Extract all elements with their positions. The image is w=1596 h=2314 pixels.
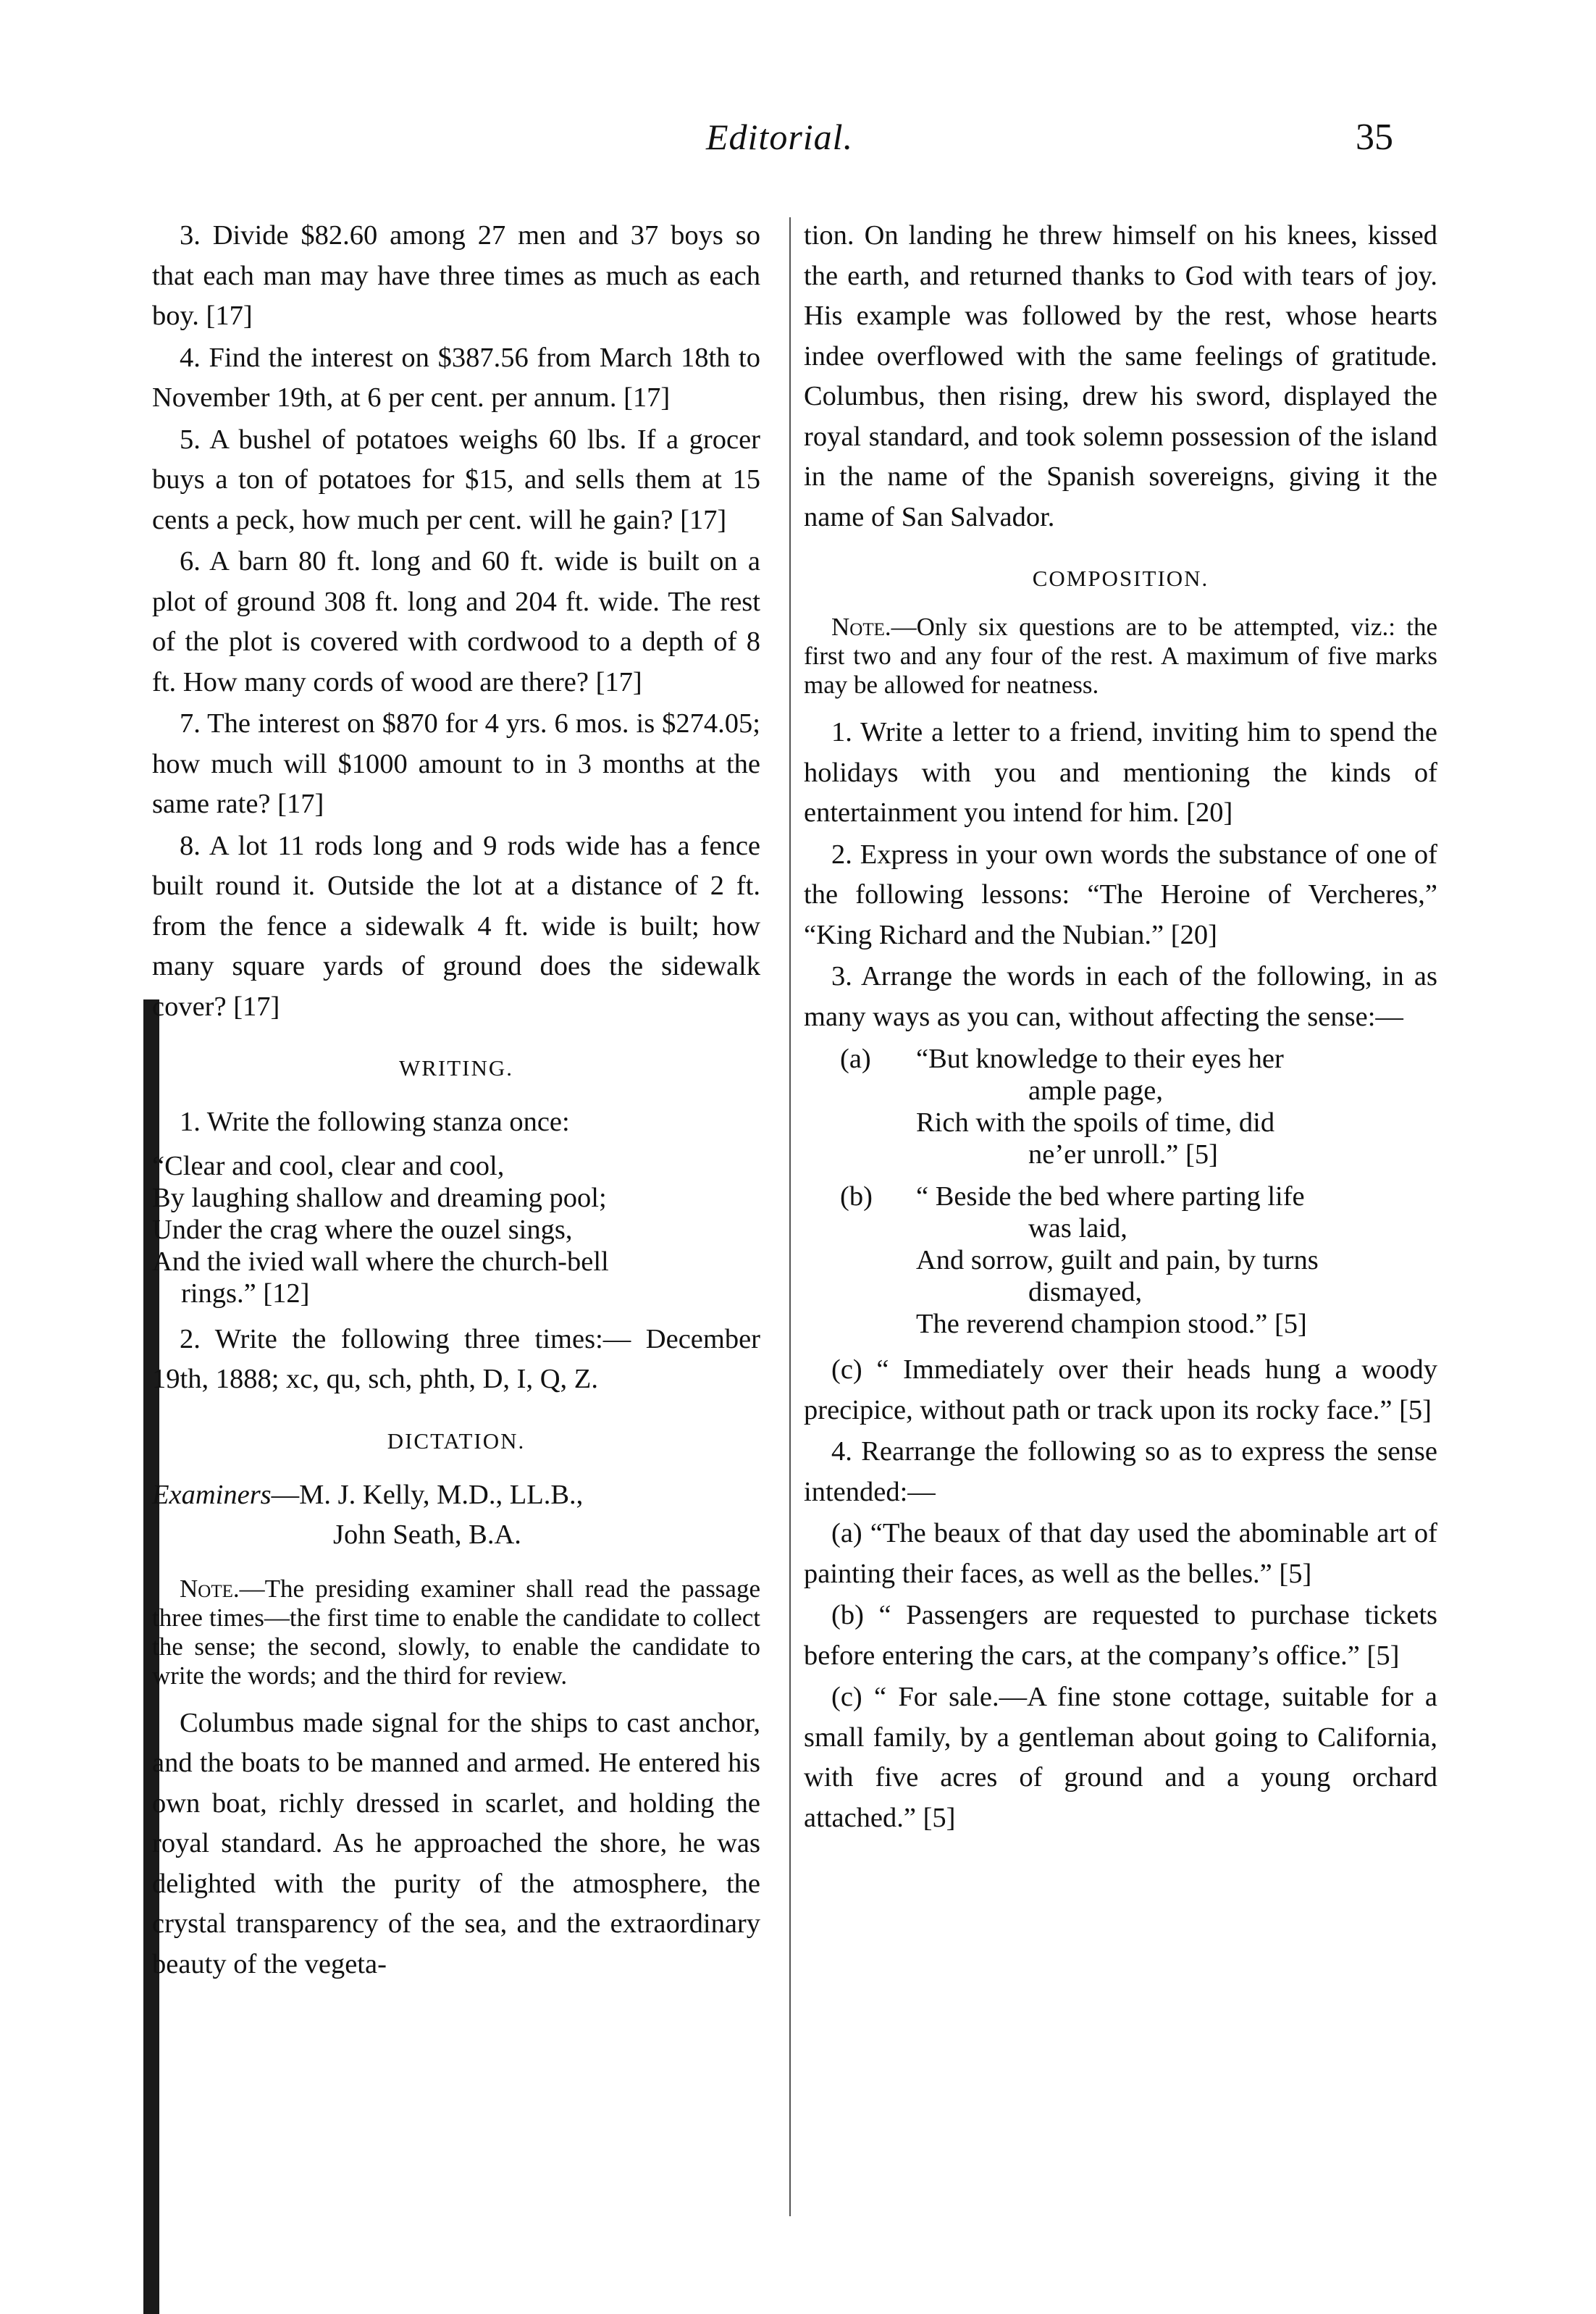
quote-marker: (a) [840, 1044, 871, 1074]
quote-line: “ Beside the bed where parting life [916, 1181, 1305, 1212]
quote-line: was laid, [1028, 1213, 1127, 1244]
stanza-line: And the ivied wall where the church-bell [152, 1246, 609, 1277]
note-text: —Only six questions are to be attempted, viz.: the first two and any four of the rest. A maximum of five marks may be allowed for neatness. [804, 613, 1437, 699]
dictation-heading: DICTATION. [387, 1428, 526, 1454]
page-number: 35 [1356, 117, 1393, 158]
examiners-label: Examiners [152, 1479, 272, 1510]
note-label: Note. [831, 613, 891, 641]
left-column [152, 216, 760, 1986]
composition-question-4a: (a) “The beaux of that day used the abominable art of painting their faces, as well as the belles.” [5] [804, 1518, 1437, 1589]
right-column [804, 216, 1437, 1840]
stanza-line: “Clear and cool, clear and cool, [152, 1150, 505, 1181]
column-rule [789, 217, 791, 2216]
examiner-names: —M. J. Kelly, M.D., LL.B., [271, 1479, 584, 1510]
composition-question-4b: (b) “ Passengers are requested to purchase tickets before entering the cars, at the company’s office.” [5] [804, 1600, 1437, 1671]
quote-line: ample page, [1028, 1076, 1163, 1106]
question-6: 6. A barn 80 ft. long and 60 ft. wide is built on a plot of ground 308 ft. long and 204 ft. wide. The rest of the plot is covered with cordwood to a depth of 8 ft. How many cords of wood are there? [17] [152, 546, 760, 697]
writing-heading: WRITING. [398, 1055, 514, 1081]
composition-question-4c: (c) “ For sale.—A fine stone cottage, suitable for a small family, by a gentleman about going to California, with five acres of ground and a young orchard attached.” [5] [804, 1682, 1437, 1833]
quote-line: And sorrow, guilt and pain, by turns [916, 1245, 1319, 1275]
quote-a [804, 1043, 1437, 1170]
quote-line: ne’er unroll.” [5] [1028, 1139, 1218, 1170]
question-8: 8. A lot 11 rods long and 9 rods wide has a fence built round it. Outside the lot at a distance of 2 ft. from the fence a sidewalk 4 ft. wide is built; how many square yards of ground does the sidewalk cover? [17] [152, 830, 760, 1022]
stanza-line: rings.” [12] [181, 1278, 310, 1309]
quote-line: dismayed, [1028, 1277, 1143, 1307]
dictation-passage: Columbus made signal for the ships to cast anchor, and the boats to be manned and armed. He entered his own boat, richly dressed in scarlet, and holding the royal standard. As he approached the shore, he was delighted with the purity of the atmosphere, the crystal transparency of the sea, and the extraordinary beauty of the vegeta- [152, 1707, 760, 1979]
composition-note [804, 613, 1437, 700]
running-head: Editorial. [706, 117, 854, 157]
stanza-line: Under the crag where the ouzel sings, [152, 1214, 573, 1245]
examiners [152, 1475, 760, 1556]
quote-marker: (b) [840, 1181, 873, 1212]
page-header [0, 109, 1596, 167]
composition-question-3: 3. Arrange the words in each of the following, in as many ways as you can, without affecting the sense:— [804, 961, 1437, 1032]
composition-question-4: 4. Rearrange the following so as to express the sense intended:— [804, 1436, 1437, 1507]
stanza [152, 1150, 760, 1309]
question-3: 3. Divide $82.60 among 27 men and 37 boys so that each man may have three times as much as each boy. [17] [152, 220, 760, 331]
note-text: —The presiding examiner shall read the passage three times—the first time to enable the candidate to collect the sense; the second, slowly, to enable the candidate to write the words; and the third for review. [152, 1574, 760, 1690]
quote-line: The reverend champion stood.” [5] [916, 1309, 1307, 1339]
note-label: Note. [180, 1574, 240, 1603]
dictation-note [152, 1575, 760, 1690]
question-4: 4. Find the interest on $387.56 from March 18th to November 19th, at 6 per cent. per annum. [17] [152, 342, 760, 413]
composition-question-3c: (c) “ Immediately over their heads hung a woody precipice, without path or track upon its rocky face.” [5] [804, 1354, 1437, 1425]
quote-b [804, 1181, 1437, 1340]
composition-question-1: 1. Write a letter to a friend, inviting him to spend the holidays with you and mentioning the kinds of entertainment you intend for him. [20] [804, 717, 1437, 828]
dictation-passage-continued: tion. On landing he threw himself on his knees, kissed the earth, and returned thanks to God with tears of joy. His example was followed by the rest, whose hearts indee overflowed with the same feelings of gratitude. Columbus, then rising, drew his sword, displayed the royal standard, and took solemn possession of the island in the name of the Spanish sovereigns, giving it the name of San Salvador. [804, 220, 1437, 532]
quote-line: Rich with the spoils of time, did [916, 1107, 1275, 1138]
question-7: 7. The interest on $870 for 4 yrs. 6 mos. is $274.05; how much will $1000 amount to in 3 months at the same rate? [17] [152, 708, 760, 819]
examiner-names: John Seath, B.A. [333, 1519, 521, 1550]
question-5: 5. A bushel of potatoes weighs 60 lbs. If a grocer buys a ton of potatoes for $15, and sells them at 15 cents a peck, how much per cent. will he gain? [17] [152, 424, 760, 535]
composition-heading: COMPOSITION. [1032, 566, 1209, 591]
writing-question-2: 2. Write the following three times:— December 19th, 1888; xc, qu, sch, phth, D, I, Q, Z. [152, 1323, 760, 1394]
writing-question-1: 1. Write the following stanza once: [180, 1107, 570, 1137]
composition-question-2: 2. Express in your own words the substance of one of the following lessons: “The Heroine of Vercheres,” “King Richard and the Nubian.” [20] [804, 839, 1437, 950]
quote-line: “But knowledge to their eyes her [916, 1044, 1284, 1074]
stanza-line: By laughing shallow and dreaming pool; [152, 1182, 607, 1213]
